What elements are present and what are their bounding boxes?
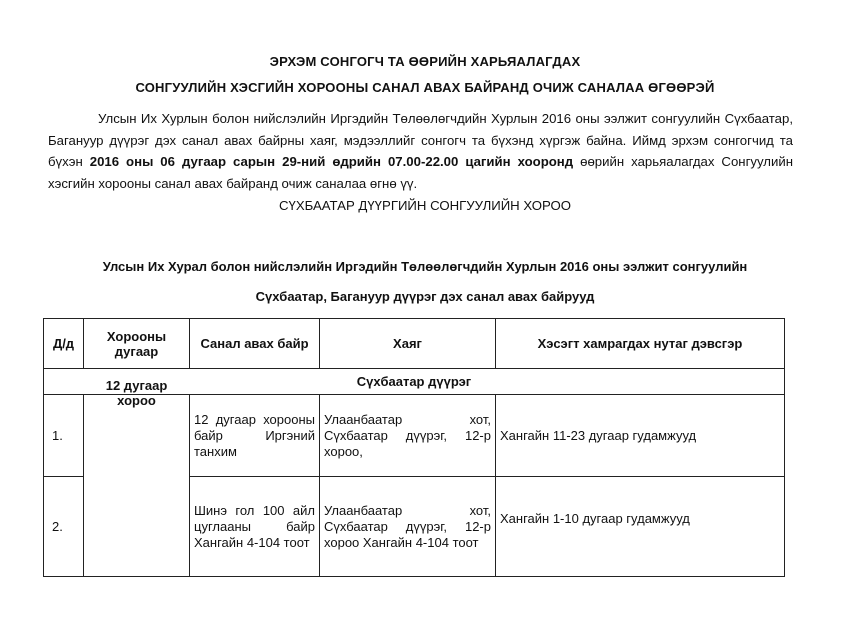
table-title-line-2: Сүхбаатар, Багануур дүүрэг дэх санал авах байрууд	[255, 289, 595, 304]
header-number: Д/д	[44, 319, 84, 369]
intro-paragraph	[48, 108, 793, 194]
polling-stations-table	[43, 318, 785, 577]
district-name: Сүхбаатар дүүрэг	[44, 369, 785, 395]
row-number: 2.	[44, 477, 84, 577]
khoroo-label: 12 дугаар хороо	[105, 377, 168, 408]
area: Хангайн 1-10 дугаар гудамжууд	[496, 477, 785, 577]
heading-line-2: СОНГУУЛИЙН ХЭСГИЙН ХОРООНЫ САНАЛ АВАХ БАЙРАНД ОЧИЖ САНАЛАА ӨГӨӨРЭЙ	[135, 80, 715, 95]
header-address: Хаяг	[320, 319, 496, 369]
polling-place: 12 дугаар хорооны байр Иргэний танхим	[190, 395, 320, 477]
table-header-row	[44, 319, 785, 369]
intro-text-1: Улсын Их Хурлын болон нийслэлийн Иргэдийн Төлөөлөгчдийн Хурлын 2016 оны ээлжит сонгуулийн Сүхбаатар, Багануур дүүрэг дэх санал авах байрны хаяг, мэдээллийг сонгогч та бүхэнд хүргэж байна. Иймд эрхэм сонгогчид та бүхэн	[48, 111, 793, 169]
table-title-line-1: Улсын Их Хурал болон нийслэлийн Иргэдийн Төлөөлөгчдийн Хурлын 2016 оны ээлжит сонгуулийн	[102, 259, 748, 274]
address: Улаанбаатар хот, Сүхбаатар дүүрэг, 12-р хороо Хангайн 4-104 тоот	[320, 477, 496, 577]
address: Улаанбаатар хот, Сүхбаатар дүүрэг, 12-р хороо,	[320, 395, 496, 477]
header-khoroo: Хорооны дугаар	[84, 319, 190, 369]
polling-place: Шинэ гол 100 айл цуглааны байр Хангайн 4-104 тоот	[190, 477, 320, 577]
row-number: 1.	[44, 395, 84, 477]
khoroo-cell	[84, 377, 190, 577]
header-polling-place: Санал авах байр	[190, 319, 320, 369]
header-area: Хэсэгт хамрагдах нутаг дэвсгэр	[496, 319, 785, 369]
area: Хангайн 11-23 дугаар гудамжууд	[496, 395, 785, 477]
intro-date-bold: 2016 оны 06 дугаар сарын 29-ний өдрийн 07.00-22.00 цагийн хооронд	[89, 154, 574, 169]
intro-text-2: өөрийн харьяалагдах Сонгуулийн хэсгийн хорооны санал авах байранд очиж саналаа өгнө үү.	[48, 154, 793, 191]
table-row	[44, 395, 785, 477]
committee-name: СҮХБААТАР ДҮҮРГИЙН СОНГУУЛИЙН ХОРОО	[278, 198, 572, 213]
heading-line-1: ЭРХЭМ СОНГОГЧ ТА ӨӨРИЙН ХАРЬЯАЛАГДАХ	[269, 54, 581, 69]
